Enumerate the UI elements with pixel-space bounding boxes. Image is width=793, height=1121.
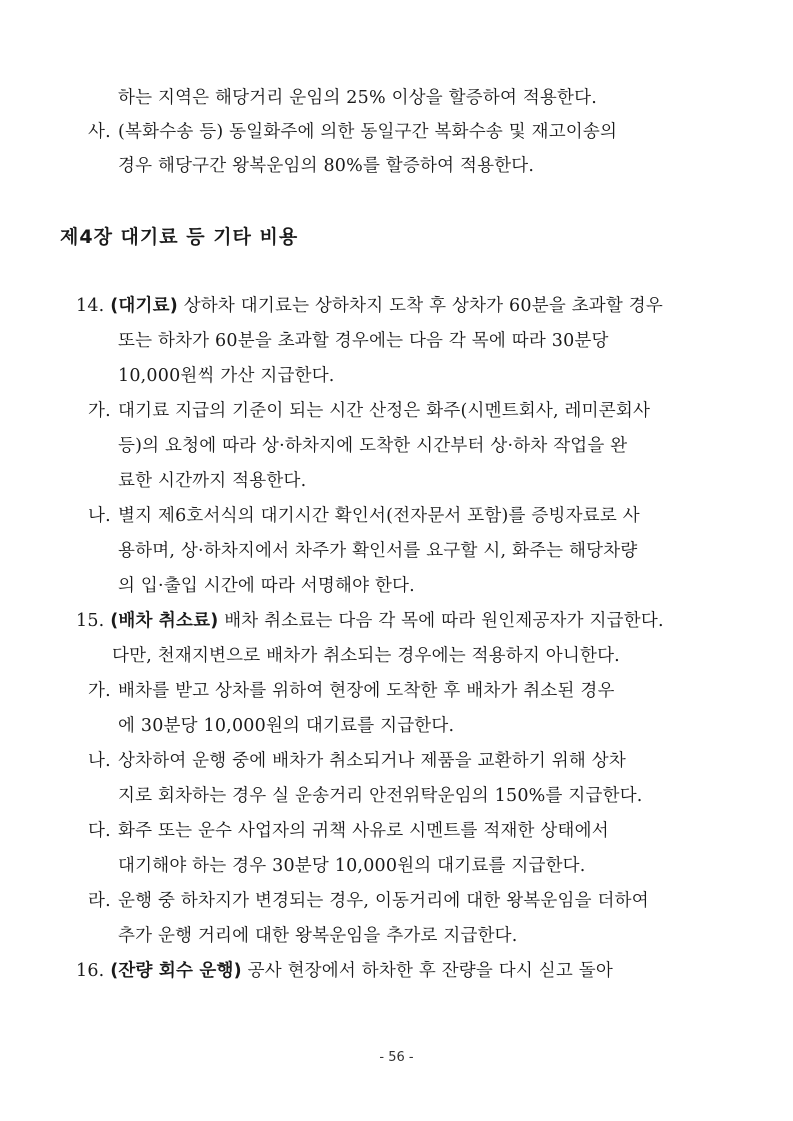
article-16-heading-line (76, 959, 613, 983)
paragraph-line: 료한 시간까지 적용한다. (118, 471, 307, 491)
article-title: (배차 취소료) (110, 611, 219, 631)
page-number: - 56 - (379, 1050, 414, 1065)
paragraph-line: 추가 운행 거리에 대한 왕복운임을 추가로 지급한다. (118, 926, 518, 946)
paragraph-line: 10,000원씩 가산 지급한다. (118, 366, 335, 386)
item-marker: 라. (88, 891, 111, 911)
article-title: (잔량 회수 운행) (110, 961, 242, 981)
paragraph-line: 의 입·출입 시간에 따라 서명해야 한다. (118, 576, 415, 596)
item-marker: 가. (88, 401, 111, 421)
paragraph-line: 에 30분당 10,000원의 대기료를 지급한다. (118, 716, 455, 736)
paragraph-line: 지로 회차하는 경우 실 운송거리 안전위탁운임의 150%를 지급한다. (118, 786, 643, 806)
article-number: 15. (76, 611, 105, 631)
chapter-heading: 제4장 대기료 등 기타 비용 (60, 226, 299, 248)
article-text: 배차 취소료는 다음 각 목에 따라 원인제공자가 지급한다. (224, 611, 664, 631)
item-marker: 나. (88, 751, 111, 771)
paragraph-line: 화주 또는 운수 사업자의 귀책 사유로 시멘트를 적재한 상태에서 (118, 821, 609, 841)
paragraph-line: 경우 해당구간 왕복운임의 80%를 할증하여 적용한다. (118, 156, 535, 176)
paragraph-line: 하는 지역은 해당거리 운임의 25% 이상을 할증하여 적용한다. (118, 88, 598, 108)
item-marker: 나. (88, 506, 111, 526)
paragraph-line: 다만, 천재지변으로 배차가 취소되는 경우에는 적용하지 아니한다. (112, 646, 620, 666)
paragraph-line: 등)의 요청에 따라 상·하차지에 도착한 시간부터 상·하차 작업을 완 (118, 436, 628, 456)
paragraph-line: 배차를 받고 상차를 위하여 현장에 도착한 후 배차가 취소된 경우 (118, 681, 615, 701)
paragraph-line: 또는 하차가 60분을 초과할 경우에는 다음 각 목에 따라 30분당 (118, 331, 609, 351)
item-marker: 가. (88, 681, 111, 701)
article-text: 공사 현장에서 하차한 후 잔량을 다시 싣고 돌아 (247, 961, 613, 981)
article-text: 상하차 대기료는 상하차지 도착 후 상차가 60분을 초과할 경우 (183, 296, 663, 316)
article-number: 14. (76, 296, 105, 316)
paragraph-line: 운행 중 하차지가 변경되는 경우, 이동거리에 대한 왕복운임을 더하여 (118, 891, 649, 911)
paragraph-line: 대기료 지급의 기준이 되는 시간 산정은 화주(시멘트회사, 레미콘회사 (118, 401, 651, 421)
paragraph-line: 별지 제6호서식의 대기시간 확인서(전자문서 포함)를 증빙자료로 사 (118, 506, 640, 526)
article-title: (대기료) (110, 296, 178, 316)
paragraph-line: 상차하여 운행 중에 배차가 취소되거나 제품을 교환하기 위해 상차 (118, 751, 626, 771)
paragraph-line: (복화수송 등) 동일화주에 의한 동일구간 복화수송 및 재고이송의 (118, 122, 618, 142)
item-marker: 다. (88, 821, 111, 841)
item-marker: 사. (88, 122, 111, 142)
article-number: 16. (76, 961, 105, 981)
paragraph-line: 대기해야 하는 경우 30분당 10,000원의 대기료를 지급한다. (118, 856, 586, 876)
paragraph-line: 용하며, 상·하차지에서 차주가 확인서를 요구할 시, 화주는 해당차량 (118, 541, 638, 561)
article-14-heading-line (76, 294, 663, 318)
article-15-heading-line (76, 609, 664, 633)
